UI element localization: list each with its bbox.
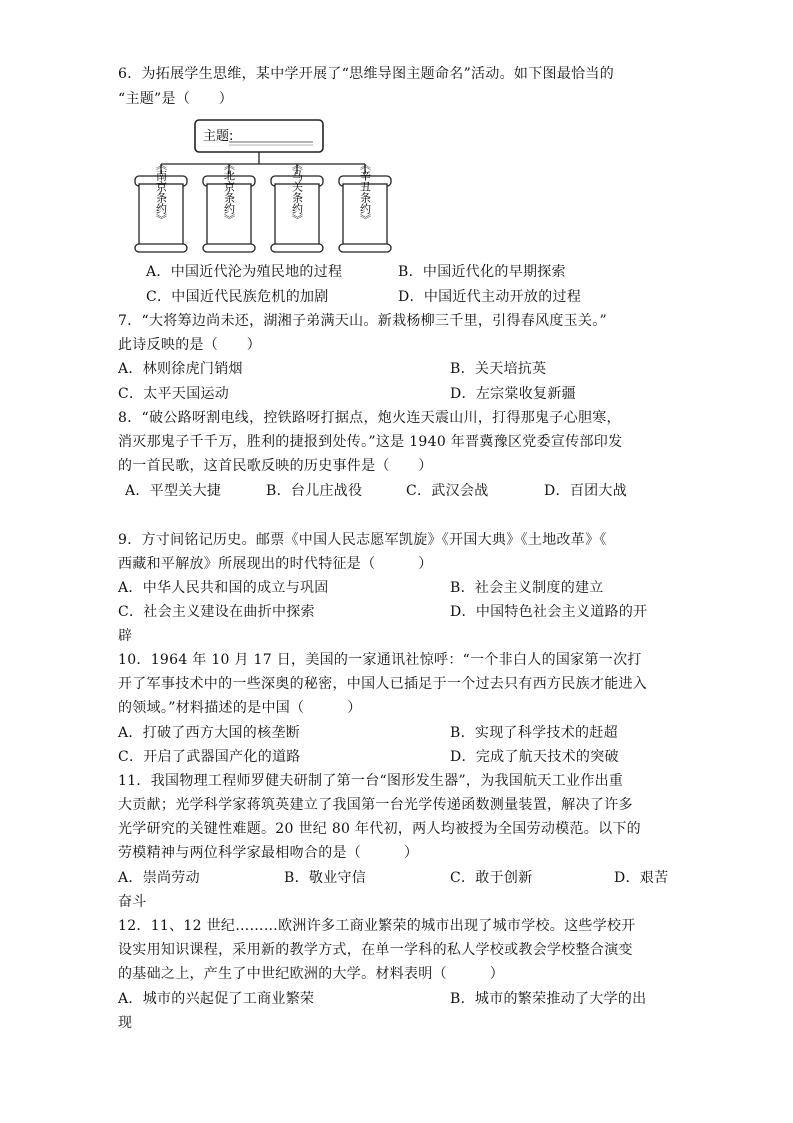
q6-option-d: D．中国近代主动开放的过程 [398, 289, 582, 305]
q10-stem-line2: 开了军事技术中的一些深奥的秘密，中国人已插足于一个过去只有西方民族才能进入 [118, 676, 648, 692]
q12-stem-line1: 12．11、12 世纪………欧洲许多工商业繁荣的城市出现了城市学校。这些学校开 [118, 918, 636, 934]
q12-option-b: B．城市的繁荣推动了大学的出 [450, 991, 647, 1007]
q12-option-a: A．城市的兴起促了工商业繁荣 [118, 991, 315, 1007]
scroll-1-text: 《南京条约》 [154, 159, 168, 225]
q9-option-d-continued: 辟 [118, 628, 133, 644]
q11-option-a: A．崇尚劳动 [118, 870, 200, 886]
q12-stem-line3: 的基础之上，产生了中世纪欧洲的大学。材料表明（ ） [118, 966, 505, 982]
scroll-2-text: 《北京条约》 [222, 159, 236, 225]
q6-stem-line1: 6．为拓展学生思维，某中学开展了“思维导图主题命名”活动。如下图最恰当的 [118, 66, 615, 82]
q8-stem-line1: 8．“破公路呀割电线，控铁路呀打据点，炮火连天震山川，打得那鬼子心胆寒， [118, 410, 621, 426]
q9-stem-line2: 西藏和平解放》所展现出的时代特征是（ ） [118, 556, 433, 572]
q8-option-a: A．平型关大捷 [125, 483, 222, 499]
scroll-3 [271, 159, 323, 252]
mind-map-diagram [125, 118, 400, 258]
q10-option-b: B．实现了科学技术的赶超 [450, 725, 618, 741]
q7-option-a: A．林则徐虎门销烟 [118, 361, 243, 377]
q11-stem-line3: 光学研究的关键性难题。20 世纪 80 年代初，两人均被授为全国劳动模范。以下的 [118, 821, 641, 837]
q7-option-d: D．左宗棠收复新疆 [450, 386, 576, 402]
q7-stem-line2: 此诗反映的是（ ） [118, 337, 261, 353]
q12-option-b-continued: 现 [118, 1015, 133, 1031]
q8-stem-line2: 消灭那鬼子千千万，胜利的捷报到处传。”这是 1940 年晋冀豫区党委宣传部印发 [118, 434, 623, 450]
q8-option-c: C．武汉会战 [406, 483, 489, 499]
scroll-3-text: 《马关条约》 [290, 159, 304, 225]
scroll-1 [135, 159, 187, 252]
q6-option-a: A．中国近代沦为殖民地的过程 [146, 264, 343, 280]
q11-option-b: B．敬业守信 [284, 870, 367, 886]
q6-option-c: C．中国近代民族危机的加剧 [146, 289, 329, 305]
scroll-4-text: 《辛丑条约》 [358, 159, 372, 225]
q11-stem-line1: 11．我国物理工程师罗健夫研制了第一台“图形发生器”，为我国航天工业作出重 [118, 773, 624, 789]
q10-stem-line3: 的领域。”材料描述的是中国（ ） [118, 700, 362, 716]
q9-stem-line1: 9．方寸间铭记历史。邮票《中国人民志愿军凯旋》《开国大典》《土地改革》《 [118, 532, 607, 548]
scroll-4 [339, 159, 391, 252]
q11-stem-line4: 劳模精神与两位科学家最相吻合的是（ ） [118, 845, 419, 861]
q8-option-b: B．台儿庄战役 [266, 483, 363, 499]
q9-option-d: D．中国特色社会主义道路的开 [450, 604, 648, 620]
theme-label: 主题: [203, 129, 234, 144]
q11-option-d-continued: 奋斗 [118, 894, 147, 910]
q10-option-c: C．开启了武器国产化的道路 [118, 749, 301, 765]
q10-option-a: A．打破了西方大国的核垄断 [118, 725, 301, 741]
q10-stem-line1: 10．1964 年 10 月 17 日，美国的一家通讯社惊呼：“一个非白人的国家第一次打 [118, 652, 642, 668]
q10-option-d: D．完成了航天技术的突破 [450, 749, 619, 765]
q7-stem-line1: 7．“大将筹边尚未还，湖湘子弟满天山。新栽杨柳三千里，引得春风度玉关。” [118, 313, 608, 329]
q8-option-d: D．百团大战 [544, 483, 628, 499]
q9-option-b: B．社会主义制度的建立 [450, 580, 604, 596]
q7-option-b: B．关天培抗英 [450, 361, 547, 377]
q9-option-a: A．中华人民共和国的成立与巩固 [118, 580, 329, 596]
q11-option-d: D．艰苦 [614, 870, 669, 886]
q7-option-c: C．太平天国运动 [118, 386, 230, 402]
q8-stem-line3: 的一首民歌，这首民歌反映的历史事件是（ ） [118, 458, 433, 474]
q9-option-c: C．社会主义建设在曲折中探索 [118, 604, 315, 620]
q6-stem-line2: “主题”是（ ） [118, 91, 234, 107]
q12-stem-line2: 设实用知识课程，采用新的教学方式，在单一学科的私人学校或教会学校整合演变 [118, 942, 633, 958]
scroll-2 [203, 159, 255, 252]
q11-option-c: C．敢于创新 [450, 870, 533, 886]
q6-option-b: B．中国近代化的早期探索 [398, 264, 566, 280]
q11-stem-line2: 大贡献；光学科学家蒋筑英建立了我国第一台光学传递函数测量装置，解决了许多 [118, 797, 633, 813]
